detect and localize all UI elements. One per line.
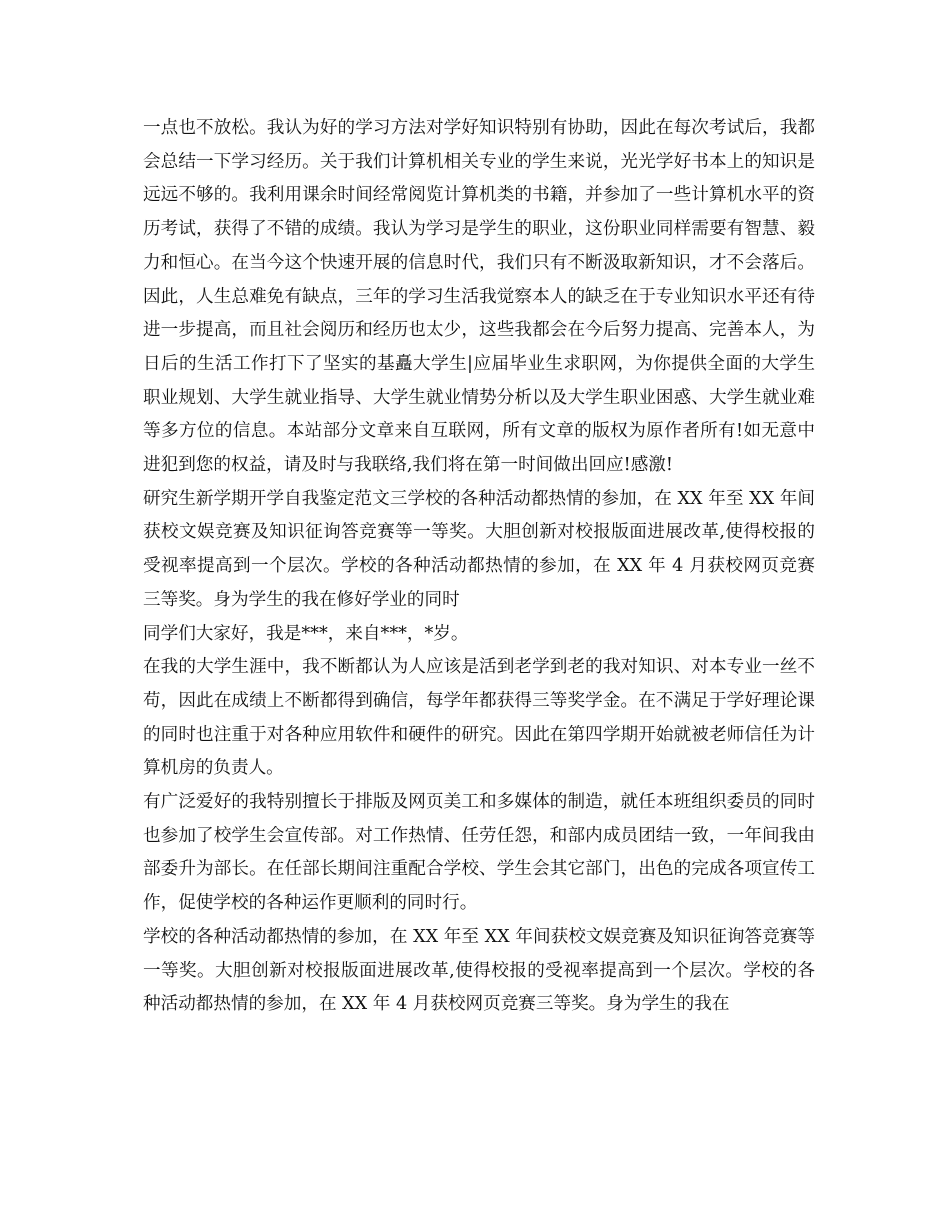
paragraph-study-summary: 一点也不放松。我认为好的学习方法对学好知识特别有协助，因此在每次考试后，我都会总结一下学习经历。关于我们计算机相关专业的学生来说，光光学好书本上的知识是远远不够的。我利用课余时间经常阅览计算机类的书籍，并参加了一些计算机水平的资历考试，获得了不错的成绩。我认为学习是学生的职业，这份职业同样需要有智慧、毅力和恒心。在当今这个快速开展的信息时代，我们只有不断汲取新知识，才不会落后。因此，人生总难免有缺点，三年的学习生活我觉察本人的缺乏在于专业知识水平还有待进一步提高，而且社会阅历和经历也太少，这些我都会在今后努力提高、完善本人，为日后的生活工作打下了坚实的基矗大学生|应届毕业生求职网，为你提供全面的大学生职业规划、大学生就业指导、大学生就业情势分析以及大学生职业困惑、大学生就业难等多方位的信息。本站部分文章来自互联网，所有文章的版权为原作者所有!如无意中进犯到您的权益，请及时与我联络,我们将在第一时间做出回应!感激! — [143, 118, 815, 476]
paragraph-hobbies-work: 有广泛爱好的我特别擅长于排版及网页美工和多媒体的制造，就任本班组织委员的同时也参加了校学生会宣传部。对工作热情、任劳任怨，和部内成员团结一致，一年间我由部委升为部长。在任部长期间注重配合学校、学生会其它部门，出色的完成各项宣传工作，促使学校的各种运作更顺利的同时行。 — [143, 792, 815, 914]
paragraph-activities: 学校的各种活动都热情的参加，在 XX 年至 XX 年间获校文娱竞赛及知识征询答竞赛等一等奖。大胆创新对校报版面进展改革,使得校报的受视率提高到一个层次。学校的各种活动都热情的参加，在 XX 年 4 月获校网页竞赛三等奖。身为学生的我在 — [143, 926, 815, 1015]
paragraph-grad-self-evaluation: 研究生新学期开学自我鉴定范文三学校的各种活动都热情的参加，在 XX 年至 XX 年间获校文娱竞赛及知识征询答竞赛等一等奖。大胆创新对校报版面进展改革,使得校报的受视率提高到一个层次。学校的各种活动都热情的参加，在 XX 年 4 月获校网页竞赛三等奖。身为学生的我在修好学业的同时 — [143, 488, 815, 610]
paragraph-college-career: 在我的大学生涯中，我不断都认为人应该是活到老学到老的我对知识、对本专业一丝不苟，因此在成绩上不断都得到确信，每学年都获得三等奖学金。在不满足于学好理论课的同时也注重于对各种应用软件和硬件的研究。因此在第四学期开始就被老师信任为计算机房的负责人。 — [143, 657, 815, 779]
paragraph-greeting: 同学们大家好，我是***，来自***，*岁。 — [143, 623, 469, 644]
document-body — [143, 112, 815, 1022]
